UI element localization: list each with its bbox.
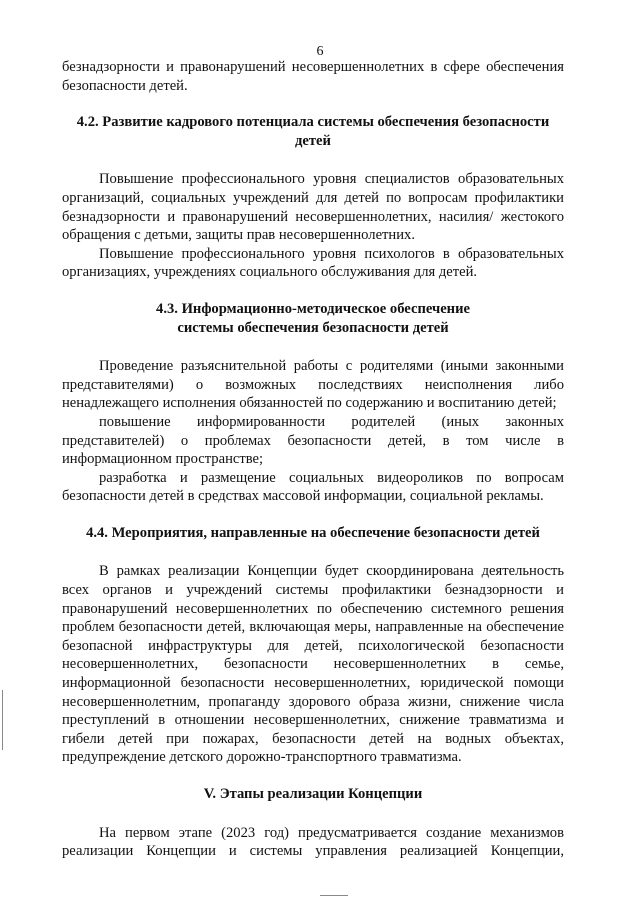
scan-edge-mark: [320, 895, 348, 896]
section-4-3-paragraph-3: разработка и размещение социальных видеороликов по вопросам безопасности детей в средствах массовой информации, социальной рекламы.: [62, 469, 564, 505]
section-4-2-paragraph-2: Повышение профессионального уровня психологов в образовательных организациях, учреждениях социального обслуживания для детей.: [62, 245, 564, 281]
section-4-2-heading: 4.2. Развитие кадрового потенциала системы обеспечения безопасности детей: [76, 114, 550, 149]
section-4-3-heading-line-2: системы обеспечения безопасности детей: [177, 319, 449, 336]
scan-edge-mark: [2, 690, 3, 750]
section-4-3-paragraph-2: повышение информированности родителей (иных законных представителей) о проблемах безопасности детей, в том числе в информационном пространстве;: [62, 413, 564, 468]
section-4-4-paragraph-1: В рамках реализации Концепции будет скоординирована деятельность всех органов и учреждений системы профилактики безнадзорности и правонарушений несовершеннолетних по обеспечению системного решения проблем безопасности детей, включающая меры, направленные на обеспечение безопасной инфраструктуры для детей, психологической безопасности несовершеннолетних, безопасности несовершеннолетних в семье, информационной безопасности несовершеннолетних, юридической помощи несовершеннолетним, пропаганду здорового образа жизни, снижение числа преступлений в отношении несовершеннолетних, снижение травматизма и гибели детей при пожарах, безопасности детей на водных объектах, предупреждение детского дорожно-транспортного травматизма.: [62, 563, 564, 766]
intro-paragraph: безнадзорности и правонарушений несовершеннолетних в сфере обеспечения безопасности детей.: [62, 59, 564, 94]
page-number: 6: [316, 44, 324, 59]
section-4-4-heading: 4.4. Мероприятия, направленные на обеспечение безопасности детей: [86, 524, 540, 541]
section-5-paragraph-1: На первом этапе (2023 год) предусматривается создание механизмов реализации Концепции и системы управления реализацией Концепции,: [62, 824, 564, 860]
section-4-2-paragraph-1: Повышение профессионального уровня специалистов образовательных организаций, социальных учреждений для детей по вопросам профилактики безнадзорности и правонарушений несовершеннолетних, насилия/ жестокого обращения с детьми, защиты прав несовершеннолетних.: [62, 171, 564, 244]
section-4-3-heading-line-1: 4.3. Информационно-методическое обеспечение: [156, 300, 470, 317]
section-4-3-paragraph-1: Проведение разъяснительной работы с родителями (иными законными представителями) о возможных последствиях неисполнения либо ненадлежащего исполнения обязанностей по содержанию и воспитанию детей;: [62, 358, 564, 412]
document-body: [62, 58, 564, 861]
section-5-heading: V. Этапы реализации Концепции: [203, 786, 423, 802]
